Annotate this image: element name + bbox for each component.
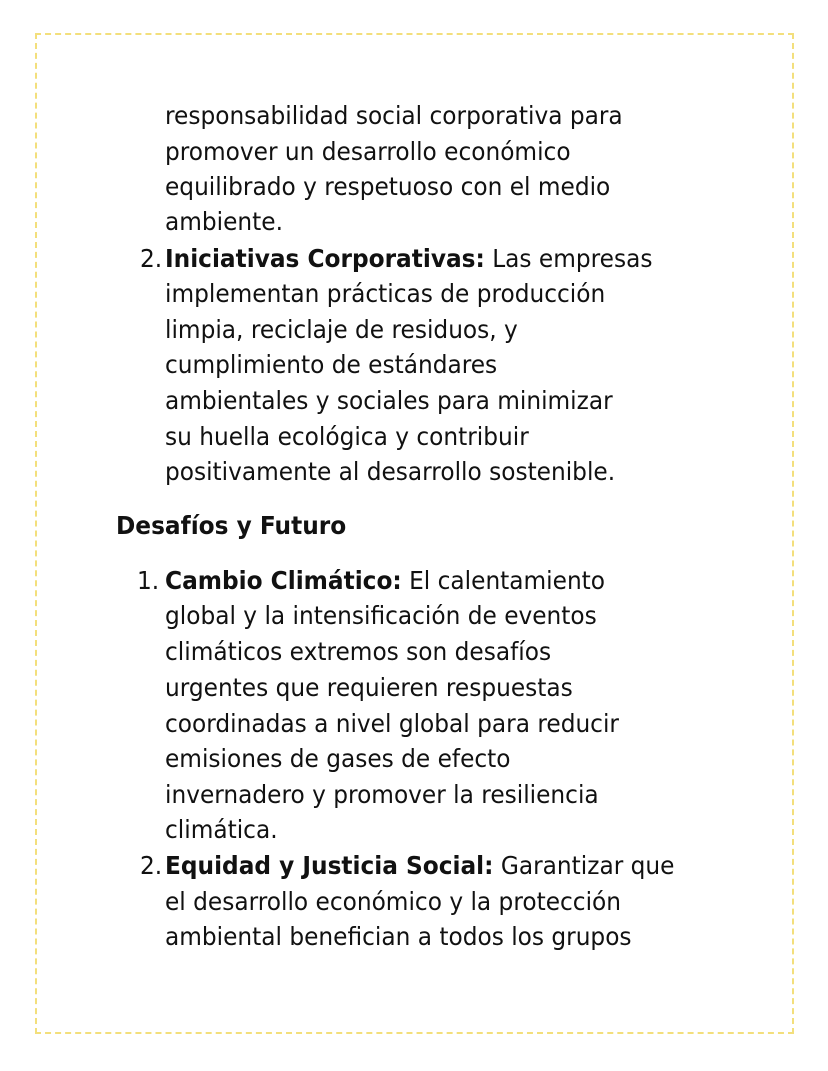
list-item-line: emisiones de gases de efecto — [165, 744, 511, 773]
list-item-text: El calentamiento — [401, 566, 606, 595]
list-item-line: climáticos extremos son desafíos — [165, 637, 552, 666]
list-item-line: coordinadas a nivel global para reducir — [165, 709, 619, 738]
list-item-first-line — [165, 851, 674, 881]
list-item-line: positivamente al desarrollo sostenible. — [165, 457, 616, 486]
list-item-line: invernadero y promover la resiliencia — [165, 780, 599, 809]
list-number: 2. — [140, 244, 163, 273]
list-number: 1. — [137, 566, 160, 595]
list-item-text: Las empresas — [484, 244, 653, 273]
list-item-line: el desarrollo económico y la protección — [165, 887, 622, 916]
paragraph-line: equilibrado y respetuoso con el medio — [165, 172, 611, 201]
list-item-line: climática. — [165, 815, 278, 844]
paragraph-line: promover un desarrollo económico — [165, 137, 571, 166]
list-item-title: Iniciativas Corporativas: — [165, 244, 485, 273]
list-item-text: Garantizar que — [493, 851, 675, 880]
list-item-line: global y la intensificación de eventos — [165, 601, 597, 630]
section-heading: Desafíos y Futuro — [116, 511, 347, 540]
list-item-line: cumplimiento de estándares — [165, 350, 498, 379]
list-item-line: limpia, reciclaje de residuos, y — [165, 315, 518, 344]
list-item-line: ambientales y sociales para minimizar — [165, 386, 613, 415]
list-number: 2. — [140, 851, 163, 880]
list-item-first-line — [165, 566, 605, 596]
list-item-title: Cambio Climático: — [165, 566, 402, 595]
list-item-line: implementan prácticas de producción — [165, 279, 606, 308]
list-item-first-line — [165, 244, 652, 274]
paragraph-line: ambiente. — [165, 207, 283, 236]
paragraph-line: responsabilidad social corporativa para — [165, 101, 623, 130]
list-item-title: Equidad y Justicia Social: — [165, 851, 494, 880]
list-item-line: ambiental benefician a todos los grupos — [165, 922, 632, 951]
list-item-line: su huella ecológica y contribuir — [165, 422, 529, 451]
list-item-line: urgentes que requieren respuestas — [165, 673, 573, 702]
